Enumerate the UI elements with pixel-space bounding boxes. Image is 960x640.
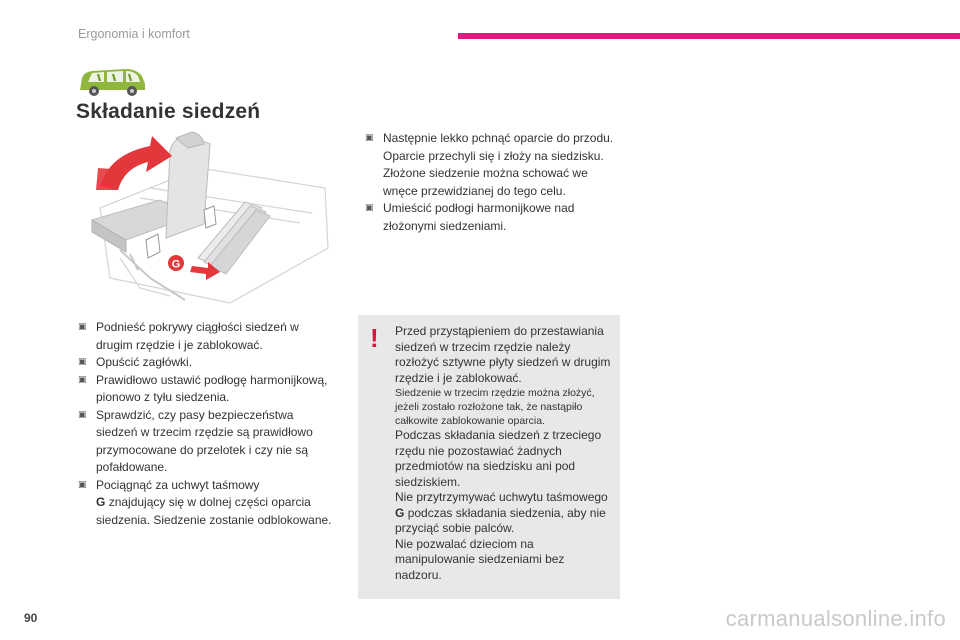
page-number: 90	[24, 611, 38, 625]
marker-G-label: G	[171, 258, 181, 271]
list-item: ▣ Prawidłowo ustawić podłogę harmonijkową, pionowo z tyłu siedzenia.	[78, 372, 328, 404]
warning-paragraph: Nie przytrzymywać uchwytu taśmowego G podczas składania siedzenia, aby nie przyciąć sobie palców.	[395, 490, 608, 535]
bullet-icon: ▣	[78, 322, 87, 332]
right-instructions	[365, 130, 625, 235]
list-item: ▣ Pociągnąć za uchwyt taśmowy G znajdujący się w dolnej części oparcia siedzenia. Siedzenie zostanie odblokowane.	[78, 477, 332, 527]
watermark: carmanualsonline.info	[725, 606, 946, 631]
left-instructions	[78, 319, 336, 529]
warning-paragraph: Siedzenie w trzecim rzędzie można złożyć, jeżeli zostało rozłożone tak, że nastąpiło całkowite zablokowanie oparcia.	[395, 387, 595, 427]
bullet-icon: ▣	[78, 479, 87, 490]
warning-paragraph: Nie pozwalać dzieciom na manipulowanie siedzeniami bez nadzoru.	[395, 536, 565, 582]
bullet-icon: ▣	[78, 357, 87, 367]
bullet-icon: ▣	[365, 203, 374, 213]
list-item: ▣ Podnieść pokrywy ciągłości siedzeń w drugim rzędzie i je zablokować.	[78, 320, 299, 352]
seat-backrest	[166, 136, 210, 238]
warning-icon: !	[370, 323, 379, 353]
list-item: ▣ Następnie lekko pchnąć oparcie do przodu. Oparcie przechyli się i złoży na siedzisku. Złożone siedzenie można schować we wnęce przewidzianej do tego celu.	[365, 131, 614, 198]
list-item: ▣ Umieścić podłogi harmonijkowe nad złożonymi siedzeniami.	[365, 201, 575, 233]
list-item: ▣ Sprawdzić, czy pasy bezpieczeństwa siedzeń w trzecim rzędzie są prawidłowo przymocowane do przelotek i czy nie są pofałdowane.	[78, 407, 313, 474]
warning-text	[395, 324, 613, 583]
warning-paragraph: Przed przystąpieniem do przestawiania siedzeń w trzecim rzędzie należy rozłożyć sztywne płyty siedzeń w drugim rzędzie i je zablokować.	[395, 324, 611, 385]
page-heading: Składanie siedzeń	[76, 100, 261, 123]
bullet-icon: ▣	[78, 374, 87, 385]
list-item: ▣ Opuścić zagłówki.	[78, 354, 336, 372]
bullet-icon: ▣	[365, 133, 374, 143]
seat-folding-illustration	[80, 128, 330, 306]
bullet-icon: ▣	[78, 409, 87, 420]
car-seats-icon	[76, 62, 148, 100]
header-accent-bar	[458, 33, 960, 39]
latch	[146, 234, 160, 258]
warning-paragraph: Podczas składania siedzeń z trzeciego rzędu nie pozostawiać żadnych przedmiotów na siedzisku ani pod siedziskiem.	[395, 428, 602, 489]
latch	[204, 206, 216, 228]
warning-box	[358, 315, 620, 599]
section-title: Ergonomia i komfort	[78, 27, 190, 41]
